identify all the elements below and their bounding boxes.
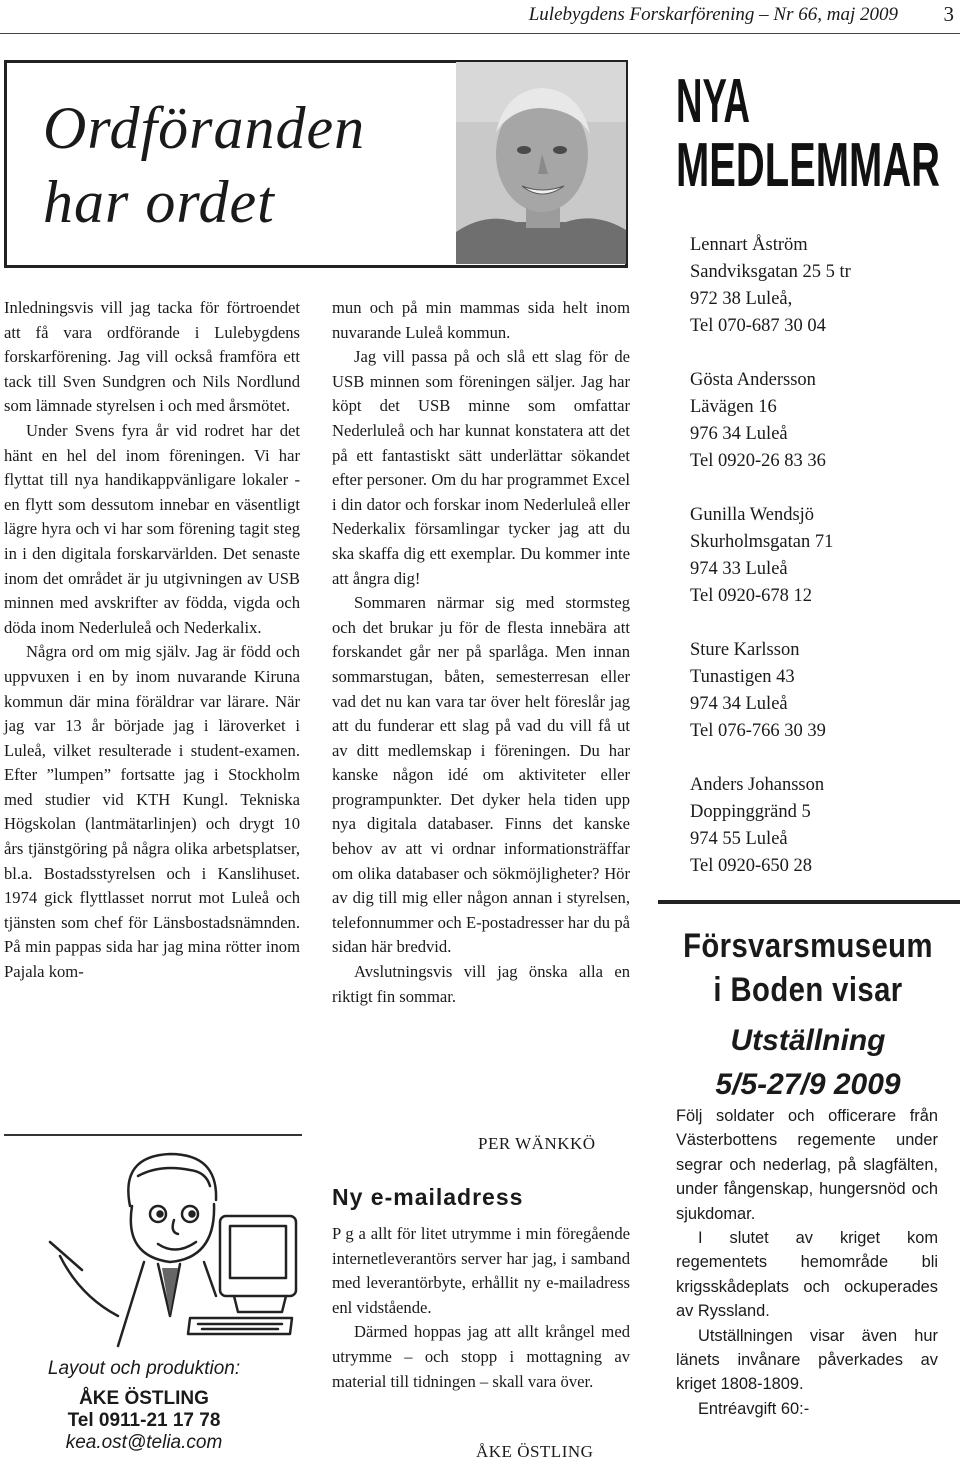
member-street: Doppinggränd 5	[690, 802, 811, 822]
cartoon-illustration	[20, 1146, 300, 1358]
column-divider	[4, 1134, 302, 1136]
member-name: Lennart Åström	[690, 235, 808, 255]
article-paragraph: mun och på min mammas sida helt inom nuvarande Luleå kommun.	[332, 298, 630, 342]
email-notice-paragraph: Därmed hoppas jag att allt krångel med utrymme – och stopp i mottagning av material till tidningen – skall vara över.	[332, 1322, 630, 1391]
member-street: Tunastigen 43	[690, 667, 795, 687]
member-name: Anders Johansson	[690, 775, 825, 795]
article-column-2	[332, 296, 630, 1009]
article-title-line2: har ordet	[43, 169, 275, 235]
member-city: 976 34 Luleå	[690, 424, 788, 444]
member-city: 974 55 Luleå	[690, 829, 788, 849]
member-name: Sture Karlsson	[690, 640, 800, 660]
article-paragraph: Några ord om mig själv. Jag är född och uppvuxen i en by inom nuvarande Kiruna kommun där mina föräldrar var lärare. När jag var 13 år började jag i läroverket i Luleå, vilket resulterade i student-examen. Efter ”lumpen” fortsatte jag i Stockholm med studier vid KTH Kungl. Tekniska Högskolan (lantmätarlinjen) och drygt 10 års tjänstgöring på några olika arbetsplatser, bl.a. Bostadsstyrelsen och i Kanslihuset. 1974 gick flyttlasset norrut mot Luleå och tjänsten som chef för Länsbostadsnämnden. På min pappas sida har jag mina rötter inom Pajala kom-	[4, 642, 300, 982]
museum-paragraph: Utställningen visar även hur länets invånare påverkades av kriget 1808-1809.	[676, 1326, 938, 1394]
member-city: 972 38 Luleå,	[690, 289, 793, 309]
museum-title-line2: i Boden visar	[713, 971, 903, 1009]
email-notice-paragraph: P g a allt för litet utrymme i min föregående internetleverantörs server har jag, i samband med leverantörbyte, erhållit ny e-mailadress enl vidstående.	[332, 1224, 630, 1317]
member-street: Sandviksgatan 25 5 tr	[690, 262, 851, 282]
new-members-heading-line1: NYA	[676, 67, 750, 136]
museum-paragraph: Entréavgift 60:-	[698, 1399, 810, 1418]
member-phone: Tel 076-766 30 39	[690, 721, 826, 741]
member-phone: Tel 0920-650 28	[690, 856, 813, 876]
layout-email: kea.ost@telia.com	[65, 1432, 223, 1453]
member-name: Gösta Andersson	[690, 370, 816, 390]
article-title-line1: Ordföranden	[43, 95, 366, 161]
article-paragraph: Under Svens fyra år vid rodret har det hänt en hel del inom föreningen. Vi har flyttat till nya handikappvänligare lokaler - en flytt som dessutom innebar en väsentligt lägre hyra och vi har som förening tagit steg in i den digitala forskarvärlden. Det senaste inom det området är ju utgivningen av USB minnen med avskrifter av födda, vigda och döda inom Nederluleå och Nederkalix.	[4, 420, 300, 637]
member-city: 974 34 Luleå	[690, 694, 788, 714]
chairman-photo	[456, 62, 626, 264]
museum-body	[676, 1104, 938, 1421]
email-notice-heading: Ny e-mailadress	[332, 1184, 524, 1210]
layout-phone: Tel 0911-21 17 78	[67, 1410, 221, 1431]
member-entry	[690, 232, 950, 340]
museum-dates: 5/5-27/9 2009	[715, 1068, 901, 1101]
portrait-image	[456, 62, 626, 264]
museum-subtitle: Utställning	[730, 1024, 886, 1057]
member-phone: Tel 0920-26 83 36	[690, 451, 826, 471]
article-signature: PER WÄNKKÖ	[478, 1134, 596, 1153]
layout-name: ÅKE ÖSTLING	[79, 1388, 209, 1409]
article-title	[43, 91, 365, 239]
page-header	[0, 0, 960, 32]
article-paragraph: Inledningsvis vill jag tacka för förtroendet att få vara ordförande i Lulebygdens forskarförening. Jag vill också framföra ett tack till Sven Sundgren och Nils Nordlund som lämnade styrelsen i och med årsmötet.	[4, 298, 300, 416]
article-paragraph: Jag vill passa på och slå ett slag för de USB minnen som föreningen säljer. Jag har köpt det USB minne som omfattar Nederluleå och har kunnat konstatera att det på ett fantastiskt sätt underlättar sökandet efter personer. Om du har programmet Excel i din dator och forskar inom Nederluleå eller Nederkalix församlingar tycker jag att du ska skaffa dig ett exemplar. Du kommer inte att ångra dig!	[332, 347, 630, 588]
article-column-1	[4, 296, 300, 985]
member-name: Gunilla Wendsjö	[690, 505, 815, 525]
member-street: Lävägen 16	[690, 397, 777, 417]
header-rule	[0, 33, 960, 34]
member-entry	[690, 637, 950, 745]
email-notice-body	[332, 1222, 630, 1394]
section-divider	[658, 900, 960, 904]
new-members-heading-line2: MEDLEMMAR	[676, 131, 940, 196]
member-street: Skurholmsgatan 71	[690, 532, 834, 552]
museum-paragraph: Följ soldater och officerare från Västerbottens regemente under segrar och nederlag, på slagfälten, under fångenskap, hungersnöd och sjukdomar.	[676, 1107, 938, 1223]
member-phone: Tel 070-687 30 04	[690, 316, 826, 336]
new-members-heading	[672, 66, 944, 196]
computer-cartoon	[20, 1146, 300, 1358]
member-phone: Tel 0920-678 12	[690, 586, 813, 606]
member-entry	[690, 367, 950, 475]
page-number: 3	[943, 2, 954, 26]
museum-title-line1: Försvarsmuseum	[683, 927, 933, 965]
new-members-list	[690, 232, 950, 907]
layout-label: Layout och produktion:	[47, 1358, 241, 1379]
production-credits	[24, 1358, 264, 1454]
member-entry	[690, 772, 950, 880]
new-members-logo	[672, 66, 944, 196]
publication-title: Lulebygdens Forskarförening – Nr 66, maj 2009	[528, 4, 898, 25]
article-paragraph: Avslutningsvis vill jag önska alla en riktigt fin sommar.	[332, 962, 630, 1006]
member-entry	[690, 502, 950, 610]
member-city: 974 33 Luleå	[690, 559, 788, 579]
article-paragraph: Sommaren närmar sig med stormsteg och det brukar ju för de flesta innebära att forskandet går ner på sparlåga. Men innan sommarstugan, båten, semesterresan eller vad det nu kan vara tar över helt föreslår jag att du funderar ett slag på vad du vill få ut av ditt medlemskap i föreningen. Du har kanske någon idé om aktiviteter eller programpunkter. Det dyker hela tiden upp nya digitala databaser. Finns det kanske behov av att vi ordnar informationsträffar om olika databaser och sökmöjligheter? Hör av dig till mig eller någon annan i styrelsen, telefonnummer och E-postadresser har du på sidan här bredvid.	[332, 593, 630, 957]
museum-title	[682, 924, 933, 1012]
museum-paragraph: I slutet av kriget kom regementets hemområde bli krigsskådeplats och ockuperades av Ryssland.	[676, 1229, 938, 1321]
email-notice-signature: ÅKE ÖSTLING	[476, 1442, 594, 1461]
